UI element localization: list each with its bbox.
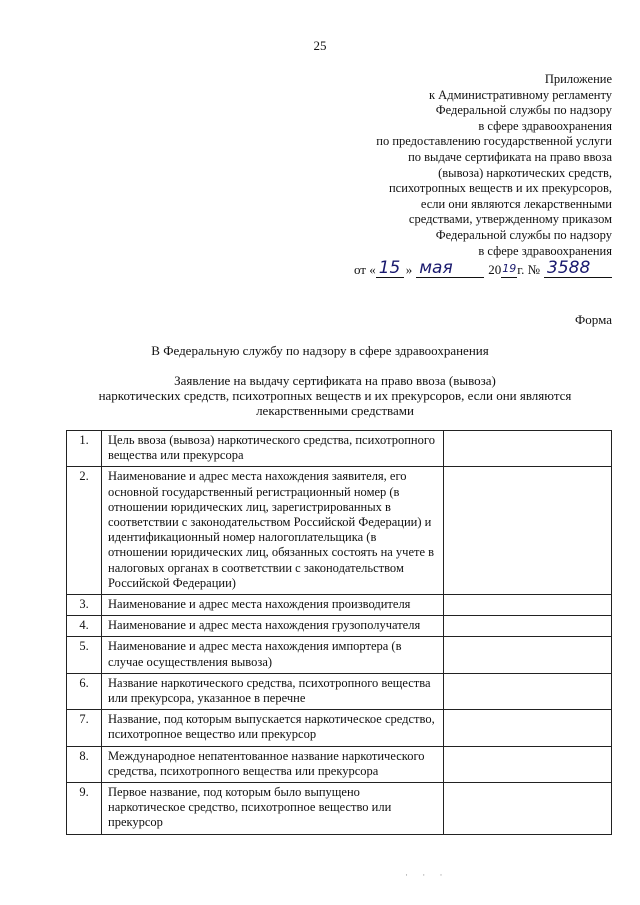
row-value-field[interactable] xyxy=(444,746,612,782)
row-value-field[interactable] xyxy=(444,431,612,467)
order-year: 19 xyxy=(501,260,517,278)
appendix-line: в сфере здравоохранения xyxy=(478,118,612,133)
table-row xyxy=(67,616,612,637)
row-number: 8. xyxy=(67,746,102,782)
appendix-line: психотропных веществ и их прекурсоров, xyxy=(388,181,612,196)
page-number: 25 xyxy=(313,38,327,53)
row-number: 1. xyxy=(67,431,102,467)
table-row xyxy=(67,431,612,467)
table-row xyxy=(67,746,612,782)
row-label: Наименование и адрес места нахождения импортера (в случае осуществления вывоза) xyxy=(102,637,444,673)
table-row xyxy=(67,783,612,835)
row-value-field[interactable] xyxy=(444,710,612,746)
row-number: 2. xyxy=(67,467,102,595)
row-label: Название, под которым выпускается наркотическое средство, психотропное вещество или прекурсор xyxy=(102,710,444,746)
title-line: наркотических средств, психотропных веществ и их прекурсоров, если они являются xyxy=(98,388,572,403)
row-value-field[interactable] xyxy=(444,783,612,835)
appendix-line: Приложение xyxy=(544,72,612,86)
row-label: Наименование и адрес места нахождения производителя xyxy=(102,595,444,616)
title-line: лекарственными средствами xyxy=(256,403,414,418)
application-table xyxy=(66,430,612,835)
row-label: Наименование и адрес места нахождения заявителя, его основной государственный регистрационный номер (в отношении юридических лиц, зарегистрированных в соответствии с законодательством Российской Федерации) и идентификационный номер налогоплательщика (в отношении юридических лиц, обязанных состоять на учете в налоговых органах в соответствии с законодательством Российской Федерации) xyxy=(102,467,444,595)
appendix-line: Федеральной службы по надзору xyxy=(435,103,612,118)
scan-specks: · · · xyxy=(405,870,449,880)
row-number: 7. xyxy=(67,710,102,746)
row-value-field[interactable] xyxy=(444,595,612,616)
order-year-prefix: 20 xyxy=(488,262,502,277)
form-label: Форма xyxy=(575,312,612,327)
table-row xyxy=(67,467,612,595)
appendix-line: по предоставлению государственной услуги xyxy=(376,134,612,149)
appendix-line: средствами, утвержденному приказом xyxy=(408,212,612,227)
row-value-field[interactable] xyxy=(444,467,612,595)
appendix-line: Федеральной службы по надзору xyxy=(435,227,612,242)
order-month: мая xyxy=(416,260,484,278)
title-line: Заявление на выдачу сертификата на право ввоза (вывоза) xyxy=(174,373,496,388)
row-number: 4. xyxy=(67,616,102,637)
row-number: 6. xyxy=(67,673,102,709)
appendix-line: по выдаче сертификата на право ввоза xyxy=(408,149,612,164)
addressee: В Федеральную службу по надзору в сфере здравоохранения xyxy=(151,343,489,358)
order-date-number xyxy=(354,260,612,278)
order-prefix: от « xyxy=(353,262,376,277)
table-row xyxy=(67,637,612,673)
table-row xyxy=(67,710,612,746)
row-label: Наименование и адрес места нахождения грузополучателя xyxy=(102,616,444,637)
document-title xyxy=(60,373,610,418)
table-row xyxy=(67,595,612,616)
appendix-line: (вывоза) наркотических средств, xyxy=(438,165,612,180)
row-value-field[interactable] xyxy=(444,637,612,673)
row-value-field[interactable] xyxy=(444,673,612,709)
appendix-line: если они являются лекарственными xyxy=(420,196,612,211)
row-label: Первое название, под которым было выпущено наркотическое средство, психотропное вещество или прекурсор xyxy=(102,783,444,835)
row-number: 5. xyxy=(67,637,102,673)
row-number: 9. xyxy=(67,783,102,835)
order-number: 3588 xyxy=(544,260,612,278)
row-label: Название наркотического средства, психотропного вещества или прекурсора, указанное в перечне xyxy=(102,673,444,709)
row-value-field[interactable] xyxy=(444,616,612,637)
row-number: 3. xyxy=(67,595,102,616)
row-label: Цель ввоза (вывоза) наркотического средства, психотропного вещества или прекурсора xyxy=(102,431,444,467)
appendix-block xyxy=(272,72,612,259)
row-label: Международное непатентованное название наркотического средства, психотропного вещества или прекурсора xyxy=(102,746,444,782)
order-year-suffix: г. № xyxy=(517,262,540,277)
order-mid: » xyxy=(405,262,413,277)
order-day: 15 xyxy=(376,260,404,278)
table-row xyxy=(67,673,612,709)
appendix-line: к Административному регламенту xyxy=(428,87,612,102)
appendix-line: в сфере здравоохранения xyxy=(478,243,612,258)
